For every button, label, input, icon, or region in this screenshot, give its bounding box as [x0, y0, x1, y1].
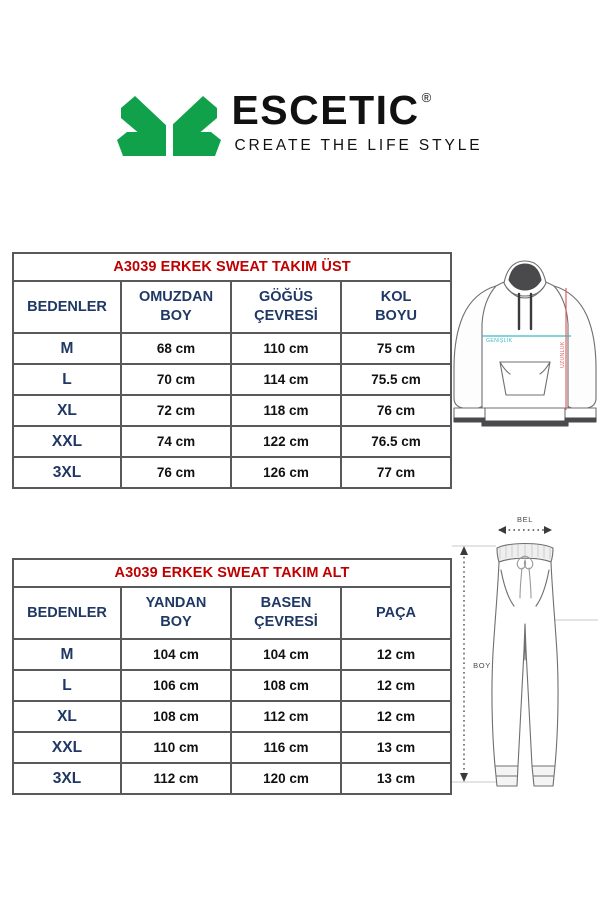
- column-header-line: PAÇA: [376, 604, 417, 621]
- column-header-line: ÇEVRESİ: [254, 308, 318, 324]
- cell-size: L: [13, 670, 121, 701]
- column-header-hip-circumference: [231, 587, 341, 639]
- cell-size: M: [13, 333, 121, 364]
- cell-value: 76 cm: [121, 457, 231, 488]
- cell-value: 126 cm: [231, 457, 341, 488]
- table-row: [13, 732, 451, 763]
- column-header-chest-circumference: [231, 281, 341, 333]
- cell-value: 118 cm: [231, 395, 341, 426]
- cell-value: 12 cm: [341, 701, 451, 732]
- table-title: A3039 ERKEK SWEAT TAKIM ÜST: [13, 253, 451, 281]
- table-title-row: [13, 559, 451, 587]
- size-table-bottom: [12, 558, 452, 795]
- cell-value: 104 cm: [231, 639, 341, 670]
- table-row: [13, 364, 451, 395]
- column-header-line: BOY: [160, 614, 192, 630]
- hoodie-illustration: [452, 250, 598, 440]
- table-row: [13, 670, 451, 701]
- brand-wordmark: [231, 87, 483, 155]
- column-header-line: YANDAN: [145, 595, 207, 612]
- brand-tagline: CREATE THE LIFE STYLE: [234, 137, 483, 154]
- column-header-line: BOY: [160, 308, 192, 324]
- cell-value: 122 cm: [231, 426, 341, 457]
- brand-logo-inner: [117, 88, 482, 160]
- table-row: [13, 701, 451, 732]
- column-header-line: GÖĞÜS: [259, 289, 313, 306]
- cell-value: 112 cm: [121, 763, 231, 794]
- brand-name-row: [231, 87, 432, 133]
- table-header-row: [13, 281, 451, 333]
- cell-value: 108 cm: [231, 670, 341, 701]
- cell-size: L: [13, 364, 121, 395]
- cell-value: 112 cm: [231, 701, 341, 732]
- column-header-side-length: [121, 587, 231, 639]
- table-row: [13, 763, 451, 794]
- column-header-line: KOL: [380, 289, 412, 306]
- cell-value: 12 cm: [341, 639, 451, 670]
- svg-text:BEL: BEL: [517, 515, 533, 524]
- cell-size: XL: [13, 395, 121, 426]
- table-header-row: [13, 587, 451, 639]
- cell-value: 13 cm: [341, 763, 451, 794]
- table-title: A3039 ERKEK SWEAT TAKIM ALT: [13, 559, 451, 587]
- cell-size: XXL: [13, 732, 121, 763]
- table-row: [13, 457, 451, 488]
- table-row: [13, 426, 451, 457]
- column-header-line: BASEN: [260, 595, 312, 612]
- column-header-sleeve-length: [341, 281, 451, 333]
- table-row: [13, 639, 451, 670]
- cell-value: 72 cm: [121, 395, 231, 426]
- svg-text:UZUNLUK: UZUNLUK: [560, 341, 566, 368]
- cell-size: XL: [13, 701, 121, 732]
- column-header-line: OMUZDAN: [138, 289, 214, 306]
- cell-value: 76.5 cm: [341, 426, 451, 457]
- cell-size: XXL: [13, 426, 121, 457]
- table-row: [13, 395, 451, 426]
- column-header-line: ÇEVRESİ: [254, 614, 318, 630]
- cell-value: 76 cm: [341, 395, 451, 426]
- cell-size: 3XL: [13, 457, 121, 488]
- column-header-sizes: [13, 587, 121, 639]
- registered-trademark-icon: ®: [421, 90, 432, 105]
- cell-value: 110 cm: [121, 732, 231, 763]
- escetic-logo-mark-icon: [117, 94, 221, 160]
- column-header-sizes: [13, 281, 121, 333]
- size-table-top: [12, 252, 452, 489]
- cell-value: 108 cm: [121, 701, 231, 732]
- cell-value: 120 cm: [231, 763, 341, 794]
- cell-value: 116 cm: [231, 732, 341, 763]
- column-header-shoulder-length: [121, 281, 231, 333]
- column-header-line: BOYU: [375, 308, 417, 324]
- cell-value: 114 cm: [231, 364, 341, 395]
- cell-value: 104 cm: [121, 639, 231, 670]
- cell-value: 110 cm: [231, 333, 341, 364]
- svg-text:GENİŞLİK: GENİŞLİK: [486, 338, 513, 344]
- cell-value: 12 cm: [341, 670, 451, 701]
- table-title-row: [13, 253, 451, 281]
- cell-value: 68 cm: [121, 333, 231, 364]
- cell-value: 74 cm: [121, 426, 231, 457]
- cell-value: 77 cm: [341, 457, 451, 488]
- cell-value: 75.5 cm: [341, 364, 451, 395]
- cell-value: 106 cm: [121, 670, 231, 701]
- column-header-line: BEDENLER: [27, 604, 107, 621]
- cell-value: 70 cm: [121, 364, 231, 395]
- cell-value: 75 cm: [341, 333, 451, 364]
- svg-text:BOY: BOY: [473, 661, 491, 670]
- cell-size: M: [13, 639, 121, 670]
- pants-waist-dimension: [498, 515, 552, 534]
- column-header-line: BEDENLER: [27, 298, 107, 315]
- table-row: [13, 333, 451, 364]
- column-header-cuff: [341, 587, 451, 639]
- brand-name: ESCETIC: [231, 87, 420, 133]
- cell-value: 13 cm: [341, 732, 451, 763]
- brand-logo: [0, 88, 600, 160]
- cell-size: 3XL: [13, 763, 121, 794]
- pants-illustration: [452, 508, 598, 803]
